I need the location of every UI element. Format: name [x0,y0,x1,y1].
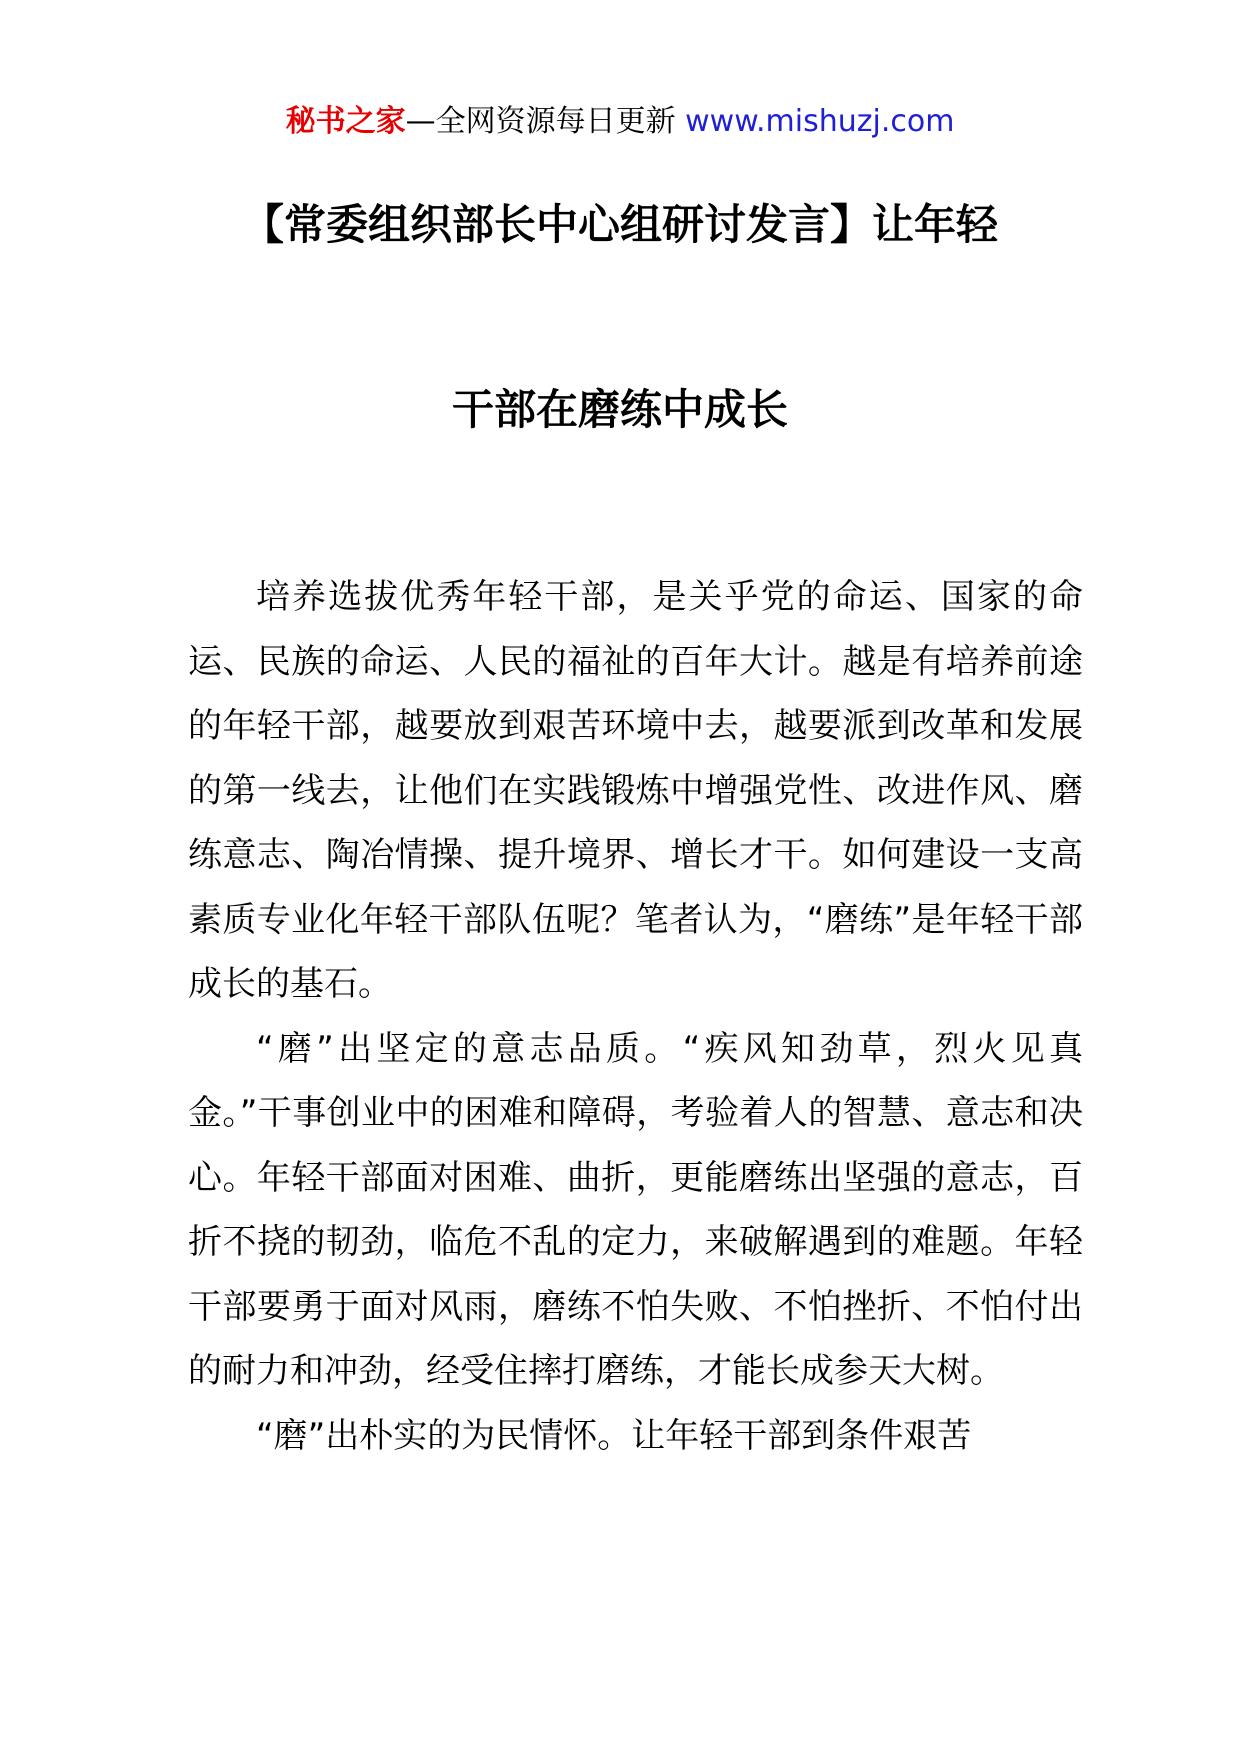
paragraph-people: “磨”出朴实的为民情怀。让年轻干部到条件艰苦 [256,1415,972,1456]
document-title-line-2: 干部在磨练中成长 [451,385,788,434]
paragraph-intro: 培养选拔优秀年轻干部，是关乎党的命运、国家的命运、民族的命运、人民的福祉的百年大计。越是有培养前途的年轻干部，越要放到艰苦环境中去，越要派到改革和发展的第一线去，让他们在实践锻炼中增强党性、改进作风、磨练意志、陶冶情操、提升境界、增长才干。如何建设一支高素质专业化年轻干部队伍呢？笔者认为，“磨练”是年轻干部成长的基石。 [188,577,1083,1004]
site-header [0,100,1240,144]
brand-name: 秘书之家 [285,104,406,139]
document-body [188,565,1083,1468]
document-title-line-1: 【常委组织部长中心组研讨发言】让年轻 [241,200,998,249]
paragraph-willpower: “磨”出坚定的意志品质。“疾风知劲草，烈火见真金。”干事创业中的困难和障碍，考验着人的智慧、意志和决心。年轻干部面对困难、曲折，更能磨练出坚强的意志，百折不挠的韧劲，临危不乱的定力，来破解遇到的难题。年轻干部要勇于面对风雨，磨练不怕失败、不怕挫折、不怕付出的耐力和冲劲，经受住摔打磨练，才能长成参天大树。 [188,1028,1083,1391]
header-tagline: —全网资源每日更新 [405,104,686,139]
site-url-link[interactable]: www.mishuzj.com [685,104,955,139]
